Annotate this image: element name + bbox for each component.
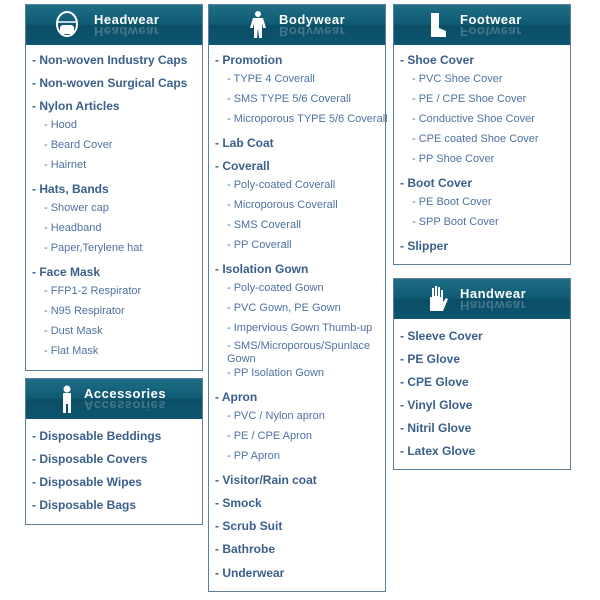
menu-item-shoe-cover[interactable]: - Shoe Cover [400, 53, 475, 67]
menu-item-nitril-glove[interactable]: - Nitril Glove [400, 421, 472, 435]
footwear-title-reflection: Footwear [460, 24, 522, 39]
menu-subitem-impervious-gown-thumb-up[interactable]: - Impervious Gown Thumb-up [227, 322, 373, 334]
menu-item-latex-glove[interactable]: - Latex Glove [400, 444, 476, 458]
accessories-title-reflection: Accessories [84, 398, 167, 413]
menu-subitem-spp-boot-cover[interactable]: - SPP Boot Cover [412, 216, 499, 228]
handwear-header [394, 279, 570, 319]
worker-icon [54, 384, 80, 414]
menu-subitem-dust-mask[interactable]: - Dust Mask [44, 325, 103, 337]
menu-subitem-microporous-coverall[interactable]: - Microporous Coverall [227, 199, 338, 211]
glove-icon [424, 284, 450, 314]
menu-item-disposable-beddings[interactable]: - Disposable Beddings [32, 429, 162, 443]
menu-subitem-pp-coverall[interactable]: - PP Coverall [227, 239, 292, 251]
bodywear-panel [208, 4, 386, 592]
headwear-panel [25, 4, 203, 371]
menu-item-smock[interactable]: - Smock [215, 496, 262, 510]
menu-subitem-pvc-nylon-apron[interactable]: - PVC / Nylon apron [227, 410, 325, 422]
menu-item-visitor-rain-coat[interactable]: - Visitor/Rain coat [215, 473, 317, 487]
menu-item-apron[interactable]: - Apron [215, 390, 258, 404]
menu-subitem-pp-apron[interactable]: - PP Apron [227, 450, 280, 462]
menu-subitem-pe-cpe-apron[interactable]: - PE / CPE Apron [227, 430, 312, 442]
menu-subitem-pp-isolation-gown[interactable]: - PP Isolation Gown [227, 367, 325, 379]
menu-subitem-paper-terylene-hat[interactable]: - Paper,Terylene hat [44, 242, 143, 254]
menu-subitem-sms-microporous-spunlace-gown[interactable]: - SMS/Microporous/Spunlace Gown [227, 340, 371, 365]
menu-item-promotion[interactable]: - Promotion [215, 53, 283, 67]
menu-subitem-pp-shoe-cover[interactable]: - PP Shoe Cover [412, 153, 495, 165]
menu-subitem-pvc-shoe-cover[interactable]: - PVC Shoe Cover [412, 73, 503, 85]
mask-head-icon [54, 10, 80, 40]
menu-item-cpe-glove[interactable]: - CPE Glove [400, 375, 469, 389]
menu-subitem-headband[interactable]: - Headband [44, 222, 102, 234]
menu-subitem-pe-boot-cover[interactable]: - PE Boot Cover [412, 196, 492, 208]
menu-subitem-beard-cover[interactable]: - Beard Cover [44, 139, 113, 151]
handwear-title-reflection: Handwear [460, 298, 527, 313]
headwear-title-reflection: Headwear [94, 24, 160, 39]
menu-item-underwear[interactable]: - Underwear [215, 566, 285, 580]
accessories-header [26, 379, 202, 419]
menu-subitem-poly-coated-coverall[interactable]: - Poly-coated Coverall [227, 179, 336, 191]
headwear-title: Headwear [94, 12, 160, 27]
menu-subitem-poly-coated-gown[interactable]: - Poly-coated Gown [227, 282, 324, 294]
menu-item-disposable-wipes[interactable]: - Disposable Wipes [32, 475, 142, 489]
menu-subitem-conductive-shoe-cover[interactable]: - Conductive Shoe Cover [412, 113, 535, 125]
headwear-header [26, 5, 202, 45]
accessories-panel [25, 378, 203, 525]
menu-subitem-type-4-coverall[interactable]: - TYPE 4 Coverall [227, 73, 315, 85]
menu-subitem-ffp1-2-respirator[interactable]: - FFP1-2 Respirator [44, 285, 142, 297]
menu-subitem-pe-cpe-shoe-cover[interactable]: - PE / CPE Shoe Cover [412, 93, 527, 105]
menu-item-coverall[interactable]: - Coverall [215, 159, 270, 173]
handwear-title: Handwear [460, 286, 527, 301]
menu-item-disposable-bags[interactable]: - Disposable Bags [32, 498, 137, 512]
menu-item-face-mask[interactable]: - Face Mask [32, 265, 101, 279]
menu-subitem-pvc-gown-pe-gown[interactable]: - PVC Gown, PE Gown [227, 302, 341, 314]
bodywear-title-reflection: Bodywear [279, 24, 346, 39]
coverall-icon [245, 10, 271, 40]
menu-subitem-n95-respirator[interactable]: - N95 Respirator [44, 305, 125, 317]
accessories-title: Accessories [84, 386, 167, 401]
menu-subitem-cpe-coated-shoe-cover[interactable]: - CPE coated Shoe Cover [412, 133, 539, 145]
menu-item-non-woven-surgical-caps[interactable]: - Non-woven Surgical Caps [32, 76, 188, 90]
menu-item-bathrobe[interactable]: - Bathrobe [215, 542, 275, 556]
menu-item-slipper[interactable]: - Slipper [400, 239, 449, 253]
menu-subitem-microporous-type-5-6-coverall[interactable]: - Microporous TYPE 5/6 Coverall [227, 113, 388, 125]
bodywear-header [209, 5, 385, 45]
menu-subitem-flat-mask[interactable]: - Flat Mask [44, 345, 99, 357]
boot-icon [424, 10, 450, 40]
menu-subitem-sms-type-5-6-coverall[interactable]: - SMS TYPE 5/6 Coverall [227, 93, 351, 105]
menu-item-lab-coat[interactable]: - Lab Coat [215, 136, 274, 150]
menu-item-hats-bands[interactable]: - Hats, Bands [32, 182, 109, 196]
menu-subitem-hairnet[interactable]: - Hairnet [44, 159, 87, 171]
menu-item-pe-glove[interactable]: - PE Glove [400, 352, 461, 366]
menu-item-nylon-articles[interactable]: - Nylon Articles [32, 99, 120, 113]
menu-item-vinyl-glove[interactable]: - Vinyl Glove [400, 398, 473, 412]
menu-item-boot-cover[interactable]: - Boot Cover [400, 176, 472, 190]
footwear-panel [393, 4, 571, 265]
menu-subitem-sms-coverall[interactable]: - SMS Coverall [227, 219, 301, 231]
footwear-header [394, 5, 570, 45]
menu-subitem-hood[interactable]: - Hood [44, 119, 78, 131]
menu-item-isolation-gown[interactable]: - Isolation Gown [215, 262, 309, 276]
bodywear-title: Bodywear [279, 12, 346, 27]
handwear-panel [393, 278, 571, 470]
menu-item-sleeve-cover[interactable]: - Sleeve Cover [400, 329, 483, 343]
menu-item-disposable-covers[interactable]: - Disposable Covers [32, 452, 148, 466]
menu-subitem-shower-cap[interactable]: - Shower cap [44, 202, 109, 214]
footwear-title: Footwear [460, 12, 522, 27]
menu-item-scrub-suit[interactable]: - Scrub Suit [215, 519, 283, 533]
menu-item-non-woven-industry-caps[interactable]: - Non-woven Industry Caps [32, 53, 188, 67]
